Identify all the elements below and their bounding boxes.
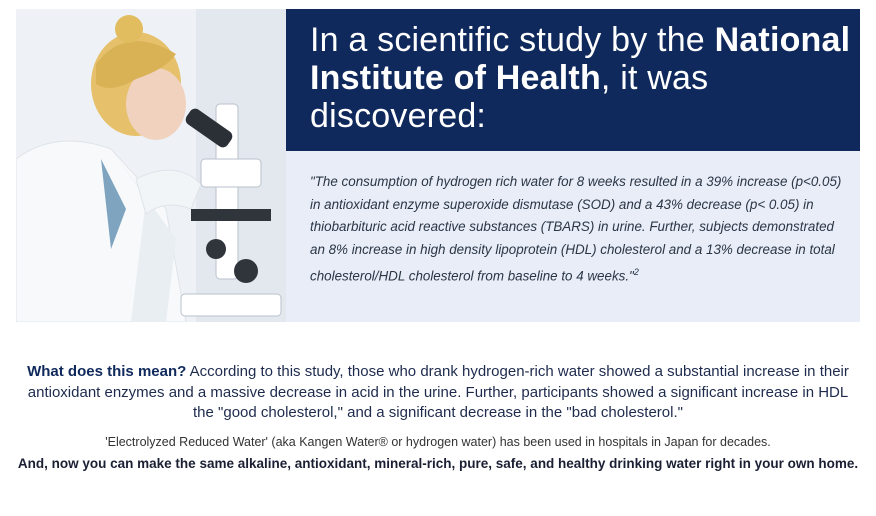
quote-text: "The consumption of hydrogen rich water for 8 weeks resulted in a 39% increase (p<0.05) in antioxidant enzyme superoxide dismutase (SOD) and a 43% decrease (p< 0.05) in thiobarbituric acid reactive substances (TBARS) in urine. Further, subjects demonstrated an 8% increase in high density lipoprotein (HDL) cholesterol and a 13% decrease in total cholesterol/HDL cholesterol from baseline to 4 weeks." [310,174,842,284]
answer-text: According to this study, those who drank hydrogen-rich water showed a substantial increase in their antioxidant enzymes and a massive decrease in acid in the urine. Further, participants showed a significant increase in HDL the "good cholesterol," and a significant decrease in the "bad cholesterol." [27,363,849,421]
kangen-note: 'Electrolyzed Reduced Water' (aka Kangen Water® or hydrogen water) has been used in hospitals in Japan for decades. [105,434,771,449]
headline-text-end: , it was discovered: [310,59,709,135]
scientist-microscope-photo [16,9,286,322]
question-heading: What does this mean? [27,363,187,380]
headline-banner [286,9,860,151]
headline-text-start: In a scientific study by the [310,21,715,59]
study-hero-panel [16,9,860,322]
call-to-action-text: And, now you can make the same alkaline, antioxidant, mineral-rich, pure, safe, and healthy drinking water right in your own home. [17,455,859,471]
headline [286,9,860,135]
explanation-section [16,362,860,475]
study-quote [310,171,850,288]
quote-reference: 2 [633,267,639,277]
explanation-paragraph [16,362,860,424]
scientist-illustration [16,9,286,322]
headline-institution: National Institute of Health [310,21,851,97]
